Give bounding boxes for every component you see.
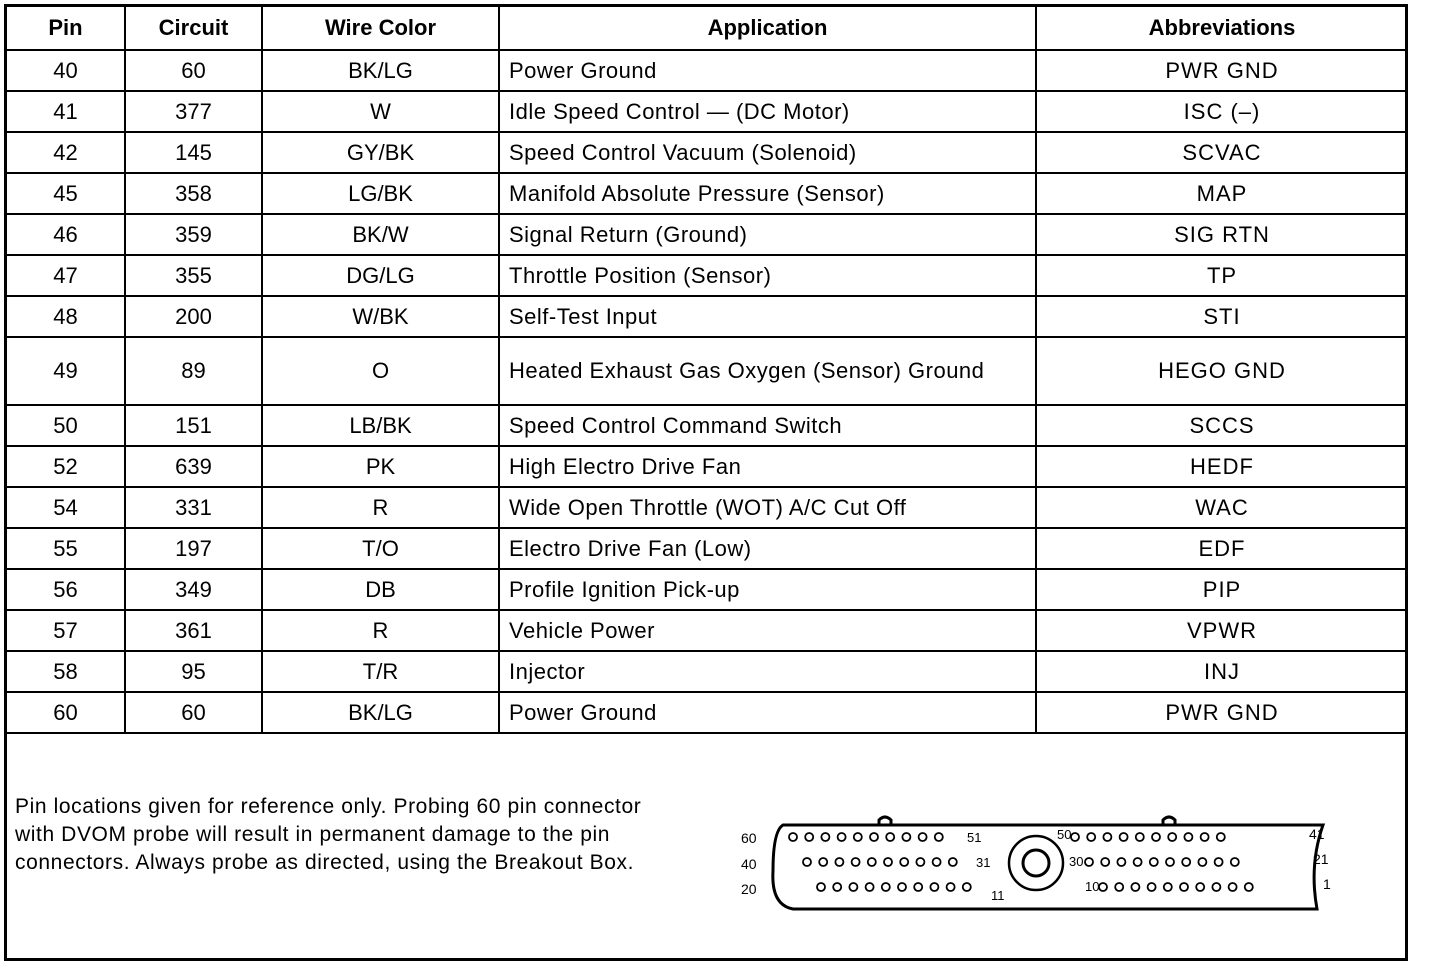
pin-chart-sheet <box>4 4 1408 961</box>
abbreviation-cell: ISC (–) <box>1036 91 1407 132</box>
row-label-left: 60 <box>741 830 757 846</box>
circuit-cell: 331 <box>125 487 262 528</box>
table-row <box>7 337 1407 405</box>
connector-pin-hole <box>1198 858 1206 866</box>
connector-pin-hole <box>821 833 829 841</box>
abbreviation-cell: VPWR <box>1036 610 1407 651</box>
connector-pin-hole <box>1152 833 1160 841</box>
connector-pin-hole <box>1180 883 1188 891</box>
connector-pin-hole <box>886 833 894 841</box>
circuit-cell: 358 <box>125 173 262 214</box>
connector-pin-hole <box>947 883 955 891</box>
connector-pin-hole <box>1217 833 1225 841</box>
pin-cell: 42 <box>7 132 125 173</box>
circuit-cell: 361 <box>125 610 262 651</box>
wire-color-cell: O <box>262 337 499 405</box>
abbreviation-cell: TP <box>1036 255 1407 296</box>
pin-cell: 45 <box>7 173 125 214</box>
table-header-row <box>7 7 1407 50</box>
circuit-cell: 359 <box>125 214 262 255</box>
table-row <box>7 255 1407 296</box>
circuit-cell: 349 <box>125 569 262 610</box>
connector-pin-hole <box>900 858 908 866</box>
row-start-label: 10 <box>1085 879 1100 894</box>
wire-color-cell: T/R <box>262 651 499 692</box>
table-row <box>7 50 1407 91</box>
wire-color-cell: W <box>262 91 499 132</box>
row-label-right: 21 <box>1313 851 1329 867</box>
application-cell: Wide Open Throttle (WOT) A/C Cut Off <box>499 487 1036 528</box>
pin-cell: 54 <box>7 487 125 528</box>
abbreviation-cell: STI <box>1036 296 1407 337</box>
application-cell: Injector <box>499 651 1036 692</box>
pin-cell: 47 <box>7 255 125 296</box>
pin-cell: 49 <box>7 337 125 405</box>
application-cell: Power Ground <box>499 692 1036 733</box>
header-abbreviations: Abbreviations <box>1036 7 1407 50</box>
circuit-cell: 151 <box>125 405 262 446</box>
connector-pin-hole <box>833 883 841 891</box>
header-wire-color: Wire Color <box>262 7 499 50</box>
row-end-label: 11 <box>991 888 1005 903</box>
pin-cell: 48 <box>7 296 125 337</box>
abbreviation-cell: SIG RTN <box>1036 214 1407 255</box>
connector-pin-hole <box>868 858 876 866</box>
abbreviation-cell: SCCS <box>1036 405 1407 446</box>
pin-cell: 60 <box>7 692 125 733</box>
application-cell: Heated Exhaust Gas Oxygen (Sensor) Ground <box>499 337 1036 405</box>
connector-pin-hole <box>935 833 943 841</box>
wire-color-cell: LG/BK <box>262 173 499 214</box>
connector-pin-hole <box>1184 833 1192 841</box>
abbreviation-cell: PWR GND <box>1036 50 1407 91</box>
table-row <box>7 132 1407 173</box>
row-label-right: 41 <box>1309 826 1325 842</box>
pin-cell: 58 <box>7 651 125 692</box>
wire-color-cell: BK/W <box>262 214 499 255</box>
connector-pin-hole <box>1182 858 1190 866</box>
circuit-cell: 60 <box>125 50 262 91</box>
abbreviation-cell: PIP <box>1036 569 1407 610</box>
connector-pin-hole <box>838 833 846 841</box>
connector-pin-hole <box>1103 833 1111 841</box>
connector-pin-hole <box>916 858 924 866</box>
row-start-label: 50 <box>1057 827 1072 842</box>
header-pin: Pin <box>7 7 125 50</box>
abbreviation-cell: HEDF <box>1036 446 1407 487</box>
wire-color-cell: BK/LG <box>262 692 499 733</box>
abbreviation-cell: INJ <box>1036 651 1407 692</box>
pin-cell: 52 <box>7 446 125 487</box>
wire-color-cell: LB/BK <box>262 405 499 446</box>
application-cell: Throttle Position (Sensor) <box>499 255 1036 296</box>
connector-pin-hole <box>933 858 941 866</box>
circuit-cell: 89 <box>125 337 262 405</box>
center-bolt-outer-ring <box>1009 836 1063 890</box>
pin-cell: 50 <box>7 405 125 446</box>
wire-color-cell: T/O <box>262 528 499 569</box>
connector-pin-hole <box>1115 883 1123 891</box>
connector-pin-hole <box>835 858 843 866</box>
application-cell: Idle Speed Control — (DC Motor) <box>499 91 1036 132</box>
application-cell: Vehicle Power <box>499 610 1036 651</box>
connector-pin-hole <box>1201 833 1209 841</box>
pin-cell: 57 <box>7 610 125 651</box>
circuit-cell: 355 <box>125 255 262 296</box>
row-label-left: 20 <box>741 881 757 897</box>
connector-pin-hole <box>1087 833 1095 841</box>
connector-pin-hole <box>1150 858 1158 866</box>
row-label-right: 1 <box>1323 876 1331 892</box>
connector-pin-hole <box>817 883 825 891</box>
connector-pin-hole <box>1164 883 1172 891</box>
abbreviation-cell: MAP <box>1036 173 1407 214</box>
connector-pin-hole <box>866 883 874 891</box>
pin-cell: 46 <box>7 214 125 255</box>
connector-pin-hole <box>882 883 890 891</box>
application-cell: Self-Test Input <box>499 296 1036 337</box>
row-start-label: 30 <box>1069 854 1084 869</box>
pin-cell: 40 <box>7 50 125 91</box>
connector-pin-hole <box>1148 883 1156 891</box>
wire-color-cell: BK/LG <box>262 50 499 91</box>
connector-pin-hole <box>803 858 811 866</box>
connector-diagram <box>735 801 1355 926</box>
abbreviation-cell: SCVAC <box>1036 132 1407 173</box>
connector-pin-hole <box>1229 883 1237 891</box>
table-row <box>7 214 1407 255</box>
connector-pin-hole <box>1231 858 1239 866</box>
table-row <box>7 487 1407 528</box>
circuit-cell: 639 <box>125 446 262 487</box>
connector-pin-hole <box>852 858 860 866</box>
abbreviation-cell: PWR GND <box>1036 692 1407 733</box>
connector-pin-hole <box>1099 883 1107 891</box>
connector-pin-hole <box>1212 883 1220 891</box>
connector-pin-hole <box>1131 883 1139 891</box>
connector-pin-hole <box>1101 858 1109 866</box>
wire-color-cell: DG/LG <box>262 255 499 296</box>
table-row <box>7 651 1407 692</box>
table-row <box>7 569 1407 610</box>
pin-table <box>7 7 1407 734</box>
application-cell: Speed Control Command Switch <box>499 405 1036 446</box>
circuit-cell: 200 <box>125 296 262 337</box>
table-row <box>7 405 1407 446</box>
table-row <box>7 692 1407 733</box>
abbreviation-cell: EDF <box>1036 528 1407 569</box>
circuit-cell: 60 <box>125 692 262 733</box>
pin-cell: 56 <box>7 569 125 610</box>
table-row <box>7 610 1407 651</box>
connector-pin-hole <box>1166 858 1174 866</box>
wire-color-cell: DB <box>262 569 499 610</box>
connector-pin-hole <box>884 858 892 866</box>
connector-pin-hole <box>1196 883 1204 891</box>
application-cell: Electro Drive Fan (Low) <box>499 528 1036 569</box>
connector-pin-hole <box>930 883 938 891</box>
application-cell: Power Ground <box>499 50 1036 91</box>
circuit-cell: 145 <box>125 132 262 173</box>
circuit-cell: 197 <box>125 528 262 569</box>
circuit-cell: 377 <box>125 91 262 132</box>
connector-pin-hole <box>1120 833 1128 841</box>
application-cell: Manifold Absolute Pressure (Sensor) <box>499 173 1036 214</box>
table-row <box>7 173 1407 214</box>
connector-pin-hole <box>819 858 827 866</box>
center-bolt-inner-ring <box>1023 850 1049 876</box>
connector-pin-hole <box>914 883 922 891</box>
wire-color-cell: R <box>262 610 499 651</box>
connector-pin-hole <box>1085 858 1093 866</box>
application-cell: High Electro Drive Fan <box>499 446 1036 487</box>
connector-pin-hole <box>1215 858 1223 866</box>
connector-pin-hole <box>870 833 878 841</box>
application-cell: Signal Return (Ground) <box>499 214 1036 255</box>
connector-pin-hole <box>919 833 927 841</box>
header-circuit: Circuit <box>125 7 262 50</box>
connector-pin-hole <box>949 858 957 866</box>
connector-pin-hole <box>1134 858 1142 866</box>
connector-pin-hole <box>963 883 971 891</box>
row-label-left: 40 <box>741 856 757 872</box>
pin-cell: 55 <box>7 528 125 569</box>
connector-pin-hole <box>1071 833 1079 841</box>
connector-pin-hole <box>1168 833 1176 841</box>
pin-cell: 41 <box>7 91 125 132</box>
row-end-label: 31 <box>976 855 991 870</box>
connector-pin-hole <box>1117 858 1125 866</box>
table-row <box>7 91 1407 132</box>
application-cell: Speed Control Vacuum (Solenoid) <box>499 132 1036 173</box>
connector-pin-hole <box>849 883 857 891</box>
table-row <box>7 296 1407 337</box>
table-row <box>7 446 1407 487</box>
abbreviation-cell: WAC <box>1036 487 1407 528</box>
wire-color-cell: W/BK <box>262 296 499 337</box>
wire-color-cell: R <box>262 487 499 528</box>
connector-pin-hole <box>854 833 862 841</box>
wire-color-cell: GY/BK <box>262 132 499 173</box>
wire-color-cell: PK <box>262 446 499 487</box>
row-end-label: 51 <box>967 830 982 845</box>
connector-pin-hole <box>789 833 797 841</box>
table-row <box>7 528 1407 569</box>
circuit-cell: 95 <box>125 651 262 692</box>
connector-pin-hole <box>1136 833 1144 841</box>
probing-note: Pin locations given for reference only. Probing 60 pin connector with DVOM probe will result in permanent damage to the pin connectors. Always probe as directed, using the Breakout Box. <box>15 795 642 874</box>
connector-pin-hole <box>1245 883 1253 891</box>
application-cell: Profile Ignition Pick-up <box>499 569 1036 610</box>
connector-pin-hole <box>805 833 813 841</box>
connector-pin-hole <box>898 883 906 891</box>
header-application: Application <box>499 7 1036 50</box>
abbreviation-cell: HEGO GND <box>1036 337 1407 405</box>
connector-pin-hole <box>902 833 910 841</box>
